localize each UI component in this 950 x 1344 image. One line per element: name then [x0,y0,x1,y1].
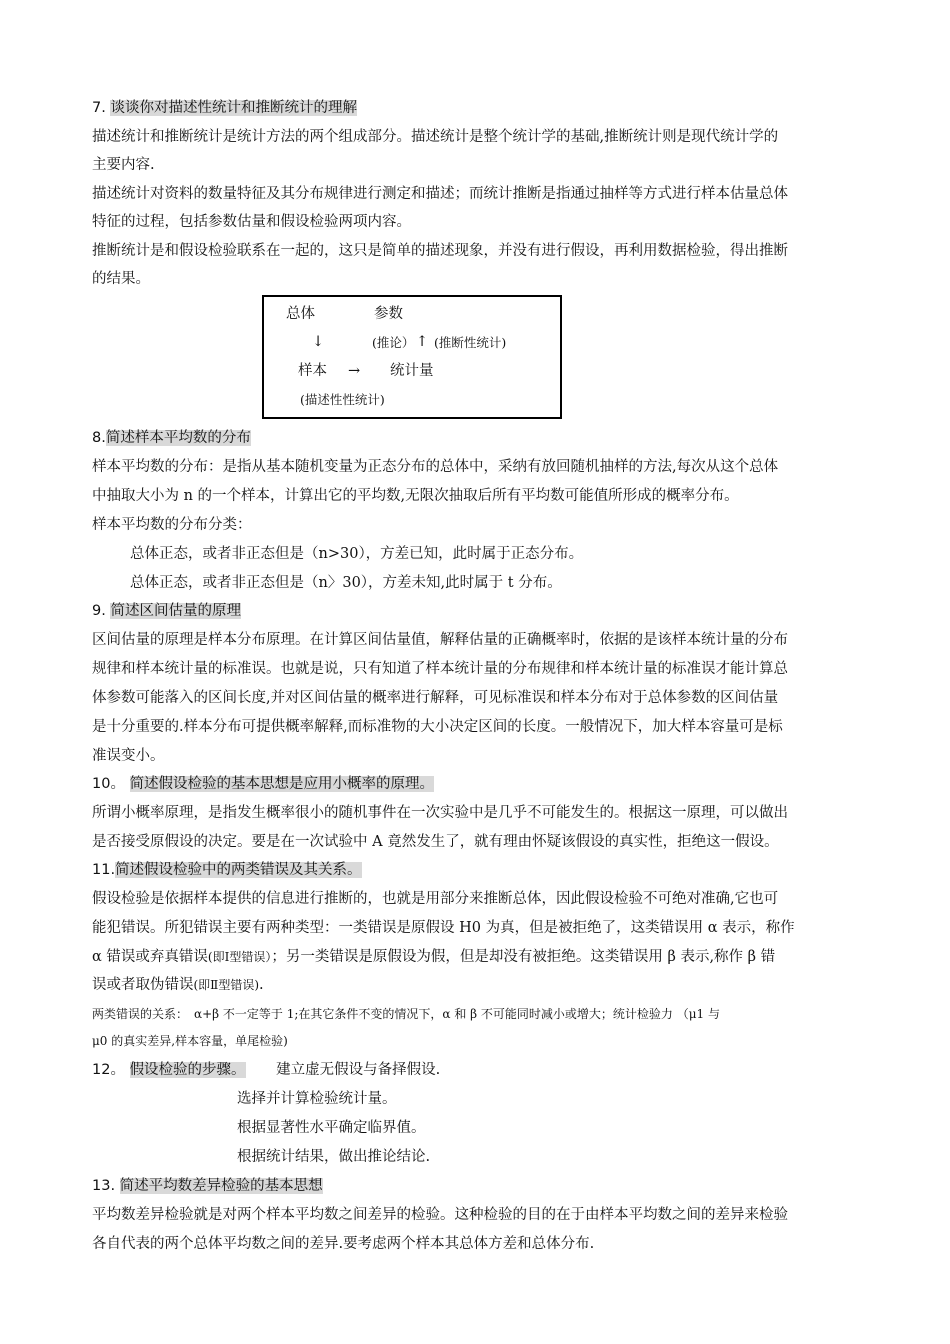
q7-paragraph-1b: 主要内容. [92,157,155,173]
q11-paragraph-4: 误或者取伪错误(即Ⅱ型错误). [92,977,264,993]
q12-step-3: 根据显著性水平确定临界值。 [237,1120,426,1136]
q11-paragraph-3: α 错误或弃真错误(即Ⅰ型错误）；另一类错误是原假设为假，但是却没有被拒绝。这类错误用 β 表示,称作 β 错 [92,949,776,965]
q13-number: 13. [92,1178,116,1194]
q8-number: 8. [92,430,106,446]
q9-heading [92,601,241,621]
q9-title: 简述区间估量的原理 [110,603,241,619]
q12-number: 12。 [92,1062,125,1078]
q8-paragraph-1a: 样本平均数的分布：是指从基本随机变量为正态分布的总体中，采纳有放回随机抽样的方法,每次从这个总体 [92,459,779,475]
q7-title: 谈谈你对描述性统计和推断统计的理解 [110,100,357,116]
q10-title: 简述假设检验的基本思想是应用小概率的原理。 [129,776,435,792]
q7-paragraph-1a: 描述统计和推断统计是统计方法的两个组成部分。描述统计是整个统计学的基础,推断统计则是现代统计学的 [92,129,779,145]
q9-paragraph-5: 准误变小。 [92,748,165,764]
q7-paragraph-2b: 特征的过程，包括参数估量和假设检验两项内容。 [92,214,411,230]
q9-paragraph-1: 区间估量的原理是样本分布原理。在计算区间估量值，解释估量的正确概率时，依据的是该样本统计量的分布 [92,632,788,648]
q7-heading [92,98,357,118]
q7-paragraph-3b: 的结果。 [92,271,150,287]
up-arrow-icon: ↑ [416,334,429,350]
diagram-descriptive-stats: (描述性性统计) [300,392,385,407]
q11-paragraph-6: μ0 的真实差异,样本容量，单尾检验) [92,1034,288,1048]
q12-step-1: 建立虚无假设与备择假设. [276,1062,441,1078]
q8-title: 简述样本平均数的分布 [105,430,251,446]
q12-heading [92,1060,440,1080]
diagram-inferential-stats: (推断性统计) [434,335,507,350]
diagram-population: 总体 [286,306,315,322]
q10-heading [92,774,434,794]
q12-title: 假设检验的步骤。 [129,1062,246,1078]
q8-paragraph-4: 总体正态，或者非正态但是（n〉30），方差未知,此时属于 t 分布。 [130,575,562,591]
q11-heading [92,860,362,880]
down-arrow-icon: ↓ [312,334,325,350]
q11-paragraph-2: 能犯错误。所犯错误主要有两种类型：一类错误是原假设 H0 为真，但是被拒绝了，这类错误用 α 表示，称作 [92,920,795,936]
q10-paragraph-1: 所谓小概率原理，是指发生概率很小的随机事件在一次实验中是几乎不可能发生的。根据这一原理，可以做出 [92,805,788,821]
q7-number: 7. [92,100,106,116]
q10-number: 10。 [92,776,125,792]
q8-paragraph-2: 样本平均数的分布分类： [92,517,252,533]
q7-paragraph-3a: 推断统计是和假设检验联系在一起的，这只是简单的描述现象，并没有进行假设，再利用数据检验，得出推断 [92,243,788,259]
q13-paragraph-2: 各自代表的两个总体平均数之间的差异.要考虑两个样本其总体方差和总体分布. [92,1236,595,1252]
diagram-statistic: 统计量 [390,363,434,379]
q9-paragraph-4: 是十分重要的.样本分布可提供概率解释,而标准物的大小决定区间的长度。一般情况下，加大样本容量可是标 [92,719,783,735]
diagram-inference: (推论） [372,335,415,350]
q12-step-4: 根据统计结果，做出推论结论. [237,1149,431,1165]
q10-paragraph-2: 是否接受原假设的决定。要是在一次试验中 A 竟然发生了，就有理由怀疑该假设的真实性，拒绝这一假设。 [92,834,779,850]
q12-step-2: 选择并计算检验统计量。 [237,1091,397,1107]
diagram-parameter: 参数 [374,306,403,322]
q13-title: 简述平均数差异检验的基本思想 [119,1178,323,1194]
q11-title: 简述假设检验中的两类错误及其关系。 [115,862,362,878]
q13-paragraph-1: 平均数差异检验就是对两个样本平均数之间差异的检验。这种检验的目的在于由样本平均数之间的差异来检验 [92,1207,788,1223]
diagram-sample: 样本 [298,363,327,379]
q11-number: 11. [92,862,116,878]
q8-heading [92,428,251,448]
q11-paragraph-5: 两类错误的关系： α+β 不一定等于 1;在其它条件不变的情况下，α 和 β 不可能同时减小或增大；统计检验力 （μ1 与 [92,1007,720,1021]
q9-number: 9. [92,603,106,619]
q9-paragraph-2: 规律和样本统计量的标准误。也就是说，只有知道了样本统计量的分布规律和样本统计量的标准误才能计算总 [92,661,788,677]
statistics-diagram [262,295,562,419]
q9-paragraph-3: 体参数可能落入的区间长度,并对区间估量的概率进行解释，可见标准误和样本分布对于总体参数的区间估量 [92,690,779,706]
q13-heading [92,1176,323,1196]
q7-paragraph-2a: 描述统计对资料的数量特征及其分布规律进行测定和描述；而统计推断是指通过抽样等方式进行样本估量总体 [92,186,788,202]
q8-paragraph-3: 总体正态，或者非正态但是（n>30），方差已知，此时属于正态分布。 [130,546,584,562]
right-arrow-icon: → [348,363,361,379]
q11-paragraph-1: 假设检验是依据样本提供的信息进行推断的，也就是用部分来推断总体，因此假设检验不可绝对准确,它也可 [92,891,779,907]
q8-paragraph-1b: 中抽取大小为 n 的一个样本，计算出它的平均数,无限次抽取后所有平均数可能值所形成的概率分布。 [92,488,739,504]
